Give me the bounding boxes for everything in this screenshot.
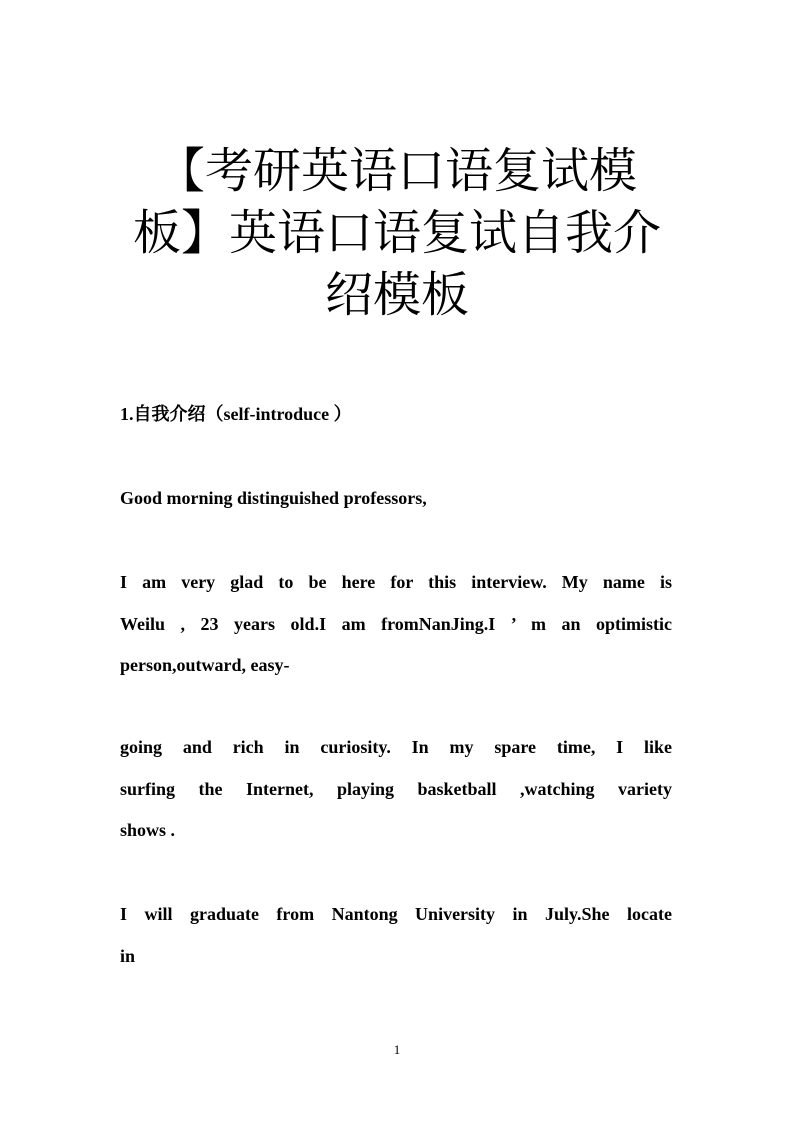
- graduation-line-2: in: [120, 945, 136, 966]
- greeting-line: Good morning distinguished professors,: [120, 488, 427, 508]
- intro-line-1: I am very glad to be here for this interview. My name is: [120, 572, 672, 592]
- hobby-paragraph: [120, 727, 672, 852]
- hobby-line-2: surfing the Internet, playing basketball ,watching variety: [120, 778, 672, 799]
- graduation-paragraph: [120, 894, 672, 977]
- title-line-2: 板】英语口语复试自我介: [132, 205, 661, 261]
- intro-line-2: Weilu , 23 years old.I am fromNanJing.I ’ m an optimistic: [120, 613, 672, 634]
- document-title: [100, 140, 694, 326]
- hobby-line-3: shows .: [120, 820, 176, 840]
- graduation-line-1: I will graduate from Nantong University in July.She locate: [120, 904, 672, 924]
- page-number: 1: [393, 1042, 401, 1057]
- hobby-line-1: going and rich in curiosity. In my spare time, I like: [120, 737, 672, 757]
- title-line-3: 绍模板: [324, 267, 469, 323]
- title-line-1: 【考研英语口语复试模: [156, 143, 637, 199]
- intro-paragraph: [120, 562, 672, 687]
- greeting-paragraph: [120, 478, 672, 520]
- section-heading: 1.自我介绍（self-introduce ）: [120, 404, 352, 424]
- intro-line-3: person,outward, easy-: [120, 655, 290, 675]
